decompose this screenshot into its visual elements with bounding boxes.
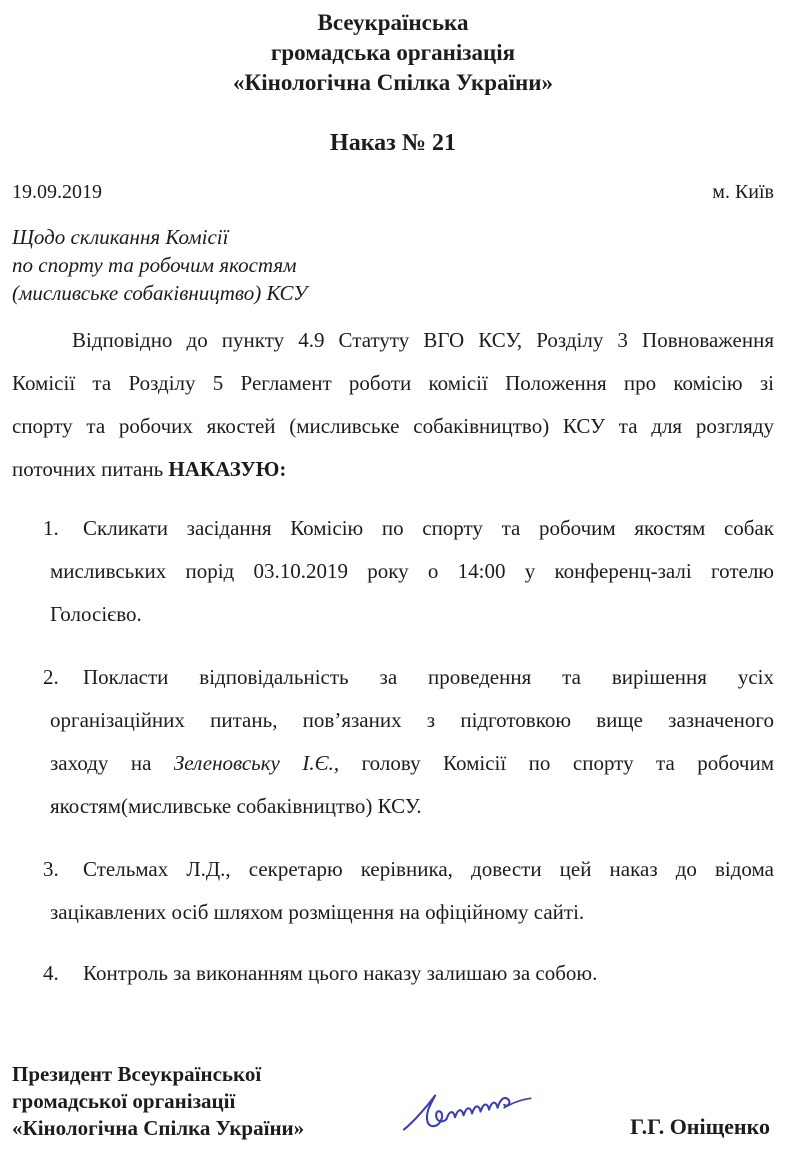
item-3-line-1: Стельмах Л.Д., секретарю керівника, довести цей наказ до відома bbox=[83, 857, 774, 881]
item-1-line-3: Голосієво. bbox=[50, 602, 142, 626]
preamble-line-3: спорту та робочих якостей (мисливське собаківництво) КСУ та для розгляду bbox=[12, 414, 774, 438]
order-title: Наказ № 21 bbox=[330, 130, 456, 156]
signer-title bbox=[12, 1061, 370, 1142]
item-2-line-2: організаційних питань, пов’язаних з підготовкою вище зазначеного bbox=[50, 708, 774, 732]
signer-title-line-3: «Кінологічна Спілка України» bbox=[12, 1116, 305, 1140]
order-item-4 bbox=[43, 952, 774, 995]
item-2-line-3-post: , голову Комісії по спорту та робочим bbox=[333, 751, 774, 775]
handwritten-signature-icon bbox=[398, 1086, 548, 1138]
item-4-line-1: Контроль за виконанням цього наказу залишаю за собою. bbox=[83, 961, 598, 985]
preamble-paragraph bbox=[12, 319, 774, 491]
item-2-line-1: Покласти відповідальність за проведення та вирішення усіх bbox=[83, 665, 774, 689]
item-2-line-3-pre: заходу на bbox=[50, 751, 174, 775]
item-2-number: 2. bbox=[43, 665, 59, 689]
subject-line-2: по спорту та робочим якостям bbox=[12, 253, 297, 277]
org-name-block bbox=[12, 8, 774, 98]
preamble-line-1: Відповідно до пункту 4.9 Статуту ВГО КСУ, Розділу 3 Повноваження bbox=[72, 328, 774, 352]
signer-title-line-1: Президент Всеукраїнської bbox=[12, 1062, 262, 1086]
signature-block bbox=[12, 1061, 774, 1142]
subject-line-1: Щодо скликання Комісії bbox=[12, 225, 229, 249]
item-1-line-2: мисливських порід 03.10.2019 року о 14:00 у конференц-залі готелю bbox=[50, 559, 774, 583]
order-item-1 bbox=[43, 507, 774, 636]
org-name-line-2: громадська організація bbox=[270, 40, 516, 65]
item-4-number: 4. bbox=[43, 961, 59, 985]
order-city: м. Київ bbox=[712, 181, 774, 203]
order-item-2 bbox=[43, 656, 774, 828]
meta-row bbox=[12, 179, 774, 205]
signer-name: Г.Г. Оніщенко bbox=[630, 1114, 770, 1139]
item-1-line-1: Скликати засідання Комісію по спорту та робочим якостям собак bbox=[83, 516, 774, 540]
responsible-person-name: Зеленовську І.Є. bbox=[173, 751, 334, 775]
org-name-line-1: Всеукраїнська bbox=[317, 10, 469, 35]
signer-title-line-2: громадської організації bbox=[12, 1089, 236, 1113]
item-3-line-2: зацікавлених осіб шляхом розміщення на офіційному сайті. bbox=[50, 900, 585, 924]
subject-line-3: (мисливське собаківництво) КСУ bbox=[12, 281, 308, 305]
order-verb: НАКАЗУЮ: bbox=[168, 457, 287, 481]
subject-block bbox=[12, 223, 774, 307]
order-item-3 bbox=[43, 848, 774, 934]
org-name-line-3: «Кінологічна Спілка України» bbox=[233, 70, 553, 95]
item-2-line-3 bbox=[50, 742, 774, 785]
preamble-last-text: поточних питань bbox=[12, 457, 169, 481]
item-2-line-4: якостям(мисливське собаківництво) КСУ. bbox=[50, 794, 422, 818]
preamble-line-4 bbox=[12, 448, 774, 491]
preamble-line-2: Комісії та Розділу 5 Регламент роботи комісії Положення про комісію зі bbox=[12, 371, 774, 395]
order-date: 19.09.2019 bbox=[12, 181, 102, 203]
item-1-number: 1. bbox=[43, 516, 59, 540]
item-3-number: 3. bbox=[43, 857, 59, 881]
